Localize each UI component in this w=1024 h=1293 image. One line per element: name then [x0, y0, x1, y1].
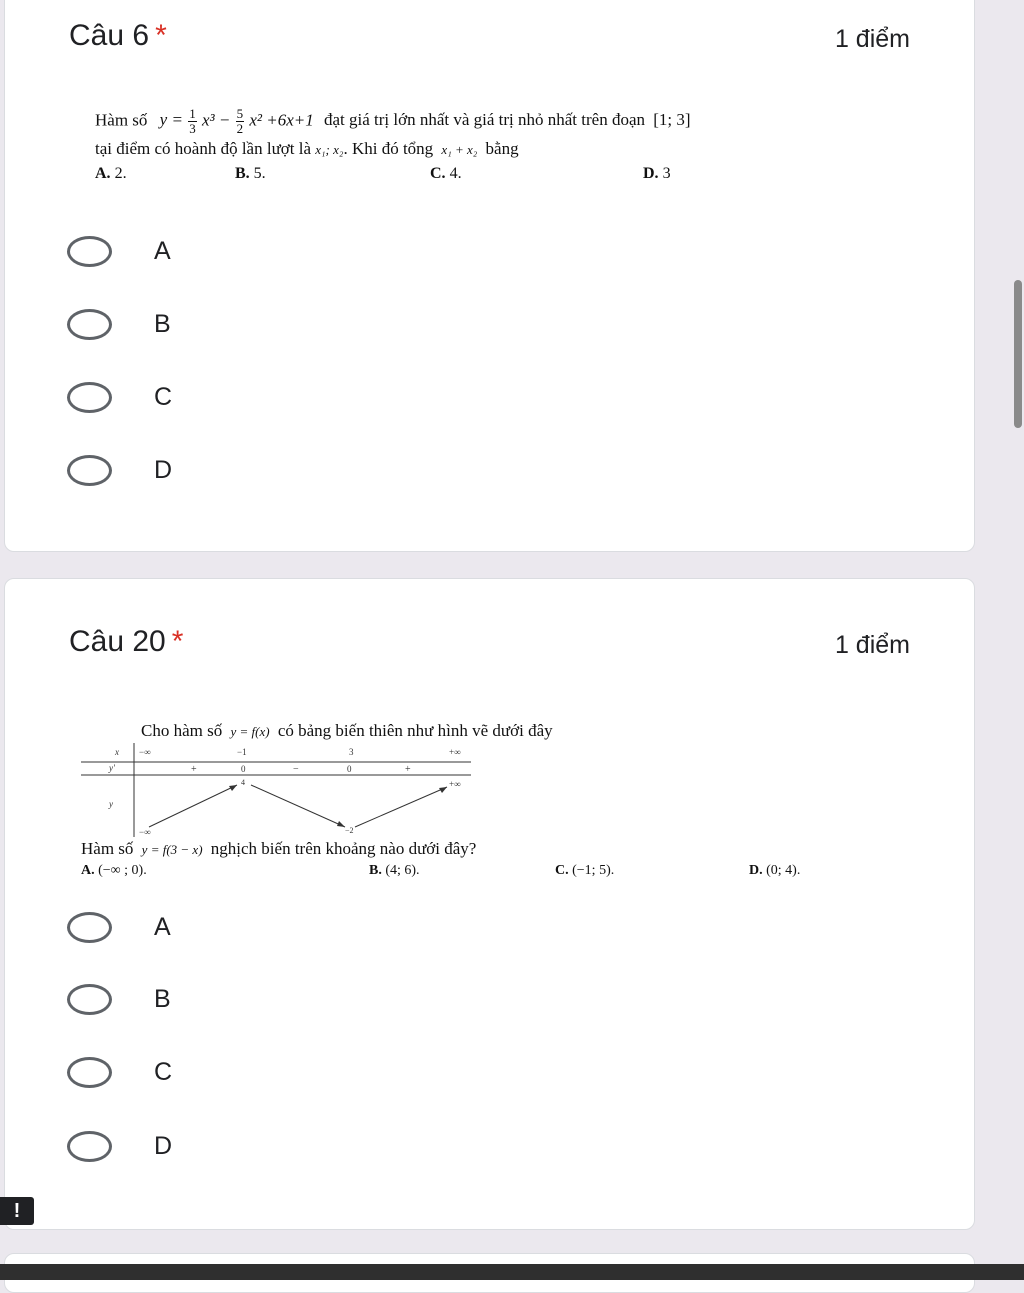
- trend-arrow-up: [149, 785, 237, 827]
- question-card-6: [4, 0, 975, 552]
- stem-text: nghịch biến trên khoảng nào dưới đây?: [210, 839, 477, 858]
- stem-text: Hàm số: [95, 110, 148, 130]
- radio-button[interactable]: [67, 309, 112, 340]
- question-card-20: [4, 578, 975, 1230]
- alert-icon[interactable]: !: [0, 1197, 34, 1225]
- option-label: D: [154, 1131, 173, 1160]
- option-d[interactable]: [67, 1126, 172, 1166]
- table-sign: 0: [347, 764, 352, 774]
- interval: [1; 3]: [653, 110, 691, 130]
- scrollbar-thumb[interactable]: [1014, 280, 1022, 428]
- question-image: [85, 101, 925, 193]
- option-label: B: [154, 309, 171, 338]
- question-title-text: Câu 20: [69, 625, 166, 658]
- table-sign: +: [191, 764, 197, 775]
- option-label: A: [154, 912, 171, 941]
- table-x-value: −∞: [139, 747, 151, 757]
- option-a[interactable]: [67, 231, 171, 271]
- table-x-value: 3: [349, 747, 354, 757]
- option-label: C: [154, 1057, 173, 1086]
- answer-d: D. (0; 4).: [749, 863, 801, 878]
- option-label: A: [154, 236, 171, 265]
- question-stem-line1: [95, 107, 691, 136]
- table-x-value: −1: [237, 747, 247, 757]
- formula-part: x₁ + x₂: [441, 142, 478, 157]
- option-c[interactable]: [67, 377, 172, 417]
- option-b[interactable]: [67, 979, 171, 1019]
- question-points: 1 điểm: [834, 631, 910, 659]
- table-yprime-label: y': [109, 763, 115, 773]
- radio-button[interactable]: [67, 984, 112, 1015]
- option-c[interactable]: [67, 1052, 172, 1092]
- stem-text: Hàm số: [81, 839, 134, 858]
- trend-arrow-up: [355, 787, 447, 827]
- radio-button[interactable]: [67, 236, 112, 267]
- answer-b: B. 5.: [235, 165, 266, 182]
- table-y-value: −∞: [139, 827, 151, 837]
- answer-c: C. 4.: [430, 165, 462, 182]
- radio-button[interactable]: [67, 912, 112, 943]
- table-sign: 0: [241, 764, 246, 774]
- fraction-one-third: $\frac{1}{3}$: [189, 106, 196, 136]
- question-title-text: Câu 6: [69, 19, 150, 52]
- question-stem: [141, 721, 553, 741]
- required-star: *: [171, 625, 184, 658]
- answer-d: D. 3: [643, 165, 671, 182]
- table-y-value: 4: [241, 778, 245, 787]
- question-title: [69, 19, 167, 53]
- radio-button[interactable]: [67, 1131, 112, 1162]
- answer-a: A. 2.: [95, 165, 127, 182]
- table-y-value: −2: [345, 826, 354, 835]
- question-points: 1 điểm: [834, 25, 910, 53]
- formula-part: y = f(3 − x): [141, 842, 203, 857]
- table-sign: +: [405, 764, 411, 775]
- variation-table: [79, 741, 479, 841]
- trend-arrow-down: [251, 785, 345, 827]
- option-d[interactable]: [67, 450, 172, 490]
- answer-c: C. (−1; 5).: [555, 863, 615, 878]
- answer-a: A. (−∞ ; 0).: [81, 863, 147, 878]
- required-star: *: [155, 19, 167, 52]
- table-y-label: y: [109, 799, 113, 809]
- radio-button[interactable]: [67, 455, 112, 486]
- formula-part: x₁; x₂: [315, 142, 344, 157]
- question-title: [69, 625, 183, 659]
- question-stem-line2: [95, 139, 519, 159]
- formula-part: x² +6x+1: [249, 110, 314, 130]
- option-label: B: [154, 984, 171, 1013]
- fraction-five-halves: $\frac{5}{2}$: [236, 106, 244, 136]
- stem-text: bằng: [485, 139, 519, 158]
- option-a[interactable]: [67, 907, 171, 947]
- stem-text: đạt giá trị lớn nhất và giá trị nhỏ nhất trên đoạn: [323, 110, 646, 130]
- option-label: C: [154, 382, 173, 411]
- bottom-bar: [0, 1264, 1024, 1280]
- question-image: [79, 717, 839, 887]
- formula-part: x³ −: [201, 110, 231, 130]
- answer-b: B. (4; 6).: [369, 863, 420, 878]
- stem-text: Cho hàm số: [141, 721, 223, 740]
- table-y-value: +∞: [449, 779, 461, 789]
- stem-text: có bảng biến thiên như hình vẽ dưới đây: [277, 721, 553, 740]
- option-b[interactable]: [67, 304, 171, 344]
- stem-text: tại điểm có hoành độ lần lượt là: [95, 139, 312, 158]
- table-x-value: +∞: [449, 747, 461, 757]
- table-x-label: x: [115, 747, 119, 757]
- stem-text: . Khi đó tổng: [343, 139, 434, 158]
- formula-part: y =: [159, 110, 183, 130]
- formula-part: y = f(x): [230, 724, 270, 739]
- table-sign: −: [293, 764, 299, 775]
- option-label: D: [154, 455, 173, 484]
- radio-button[interactable]: [67, 382, 112, 413]
- question-ask: [81, 839, 476, 859]
- radio-button[interactable]: [67, 1057, 112, 1088]
